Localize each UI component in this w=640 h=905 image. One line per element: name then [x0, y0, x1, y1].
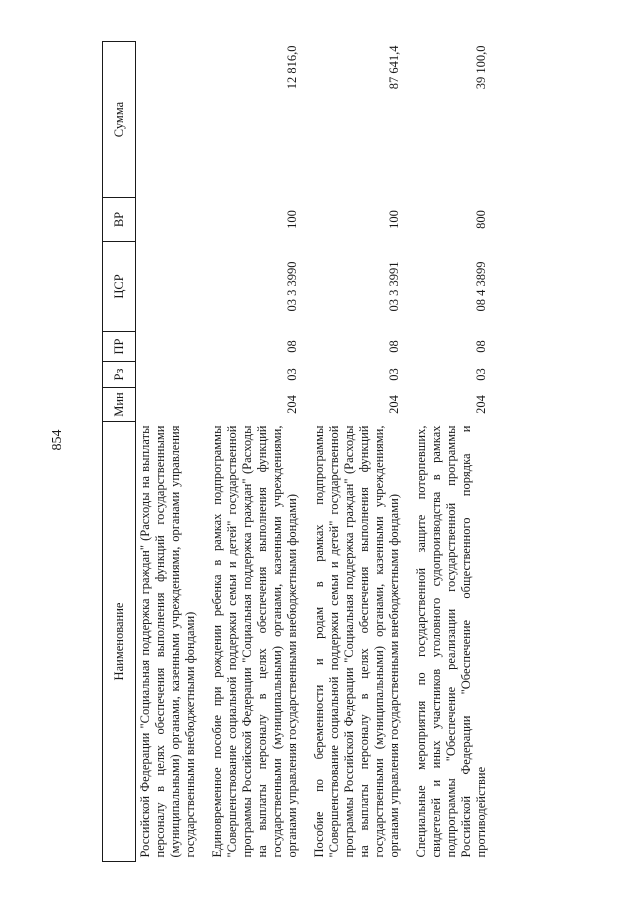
rotated-page-content	[102, 42, 622, 862]
row-vr: 100	[285, 210, 299, 229]
row-rz: 03	[285, 368, 299, 381]
row-name: Пособие по беременности и родам в рамках подпрограммы "Совершенствование социальной поддержки семьи и детей" государственной программы Российской Федерации "Социальная поддержка граждан" (Расходы на выплаты персоналу в целях обеспечения выполнения функций государственными (муниципальными) органами, казенными учреждениями, органами управления государственными внебюджетными фондами)	[312, 425, 401, 858]
table-row	[136, 42, 205, 862]
row-pr	[136, 332, 205, 362]
row-vr	[136, 198, 205, 242]
row-name: Единовременное пособие при рождении ребенка в рамках подпрограммы "Совершенствование социальной поддержки семьи и детей" государственной программы Российской Федерации "Социальная поддержка граждан" (Расходы на выплаты персоналу в целях обеспечения выполнения функций государственными (муниципальными) органами, казенными учреждениями, органами управления государственными внебюджетными фондами)	[210, 425, 299, 858]
header-name: Наименование	[103, 422, 136, 862]
row-vr: 800	[474, 210, 488, 229]
row-name: Российской Федерации "Социальная поддержка граждан" (Расходы на выплаты персоналу в целях обеспечения выполнения функций государственными (муниципальными) органами, казенными учреждениями, органами управления государственными внебюджетными фондами)	[138, 425, 197, 858]
row-min: 204	[285, 395, 299, 414]
row-csr	[136, 242, 205, 332]
row-rz: 03	[387, 368, 401, 381]
header-pr: ПР	[103, 332, 136, 362]
page-number: 854	[50, 429, 65, 451]
header-vr: ВР	[103, 198, 136, 242]
row-csr: 08 4 3899	[474, 261, 488, 312]
table-row	[204, 42, 306, 862]
table-row	[306, 42, 408, 862]
header-min: Мин	[103, 388, 136, 422]
row-min: 204	[387, 395, 401, 414]
row-pr: 08	[285, 340, 299, 353]
header-rz: Рз	[103, 362, 136, 388]
row-sum	[136, 42, 205, 198]
row-pr: 08	[474, 340, 488, 353]
row-csr: 03 3 3991	[387, 261, 401, 312]
row-csr: 03 3 3990	[285, 261, 299, 312]
row-name: Специальные мероприятия по государственной защите потерпевших, свидетелей и иных участников уголовного судопроизводства в рамках подпрограммы "Обеспечение реализации государственной программы Российской Федерации "Обеспечение общественного порядка и противодействие	[414, 425, 488, 858]
header-sum: Сумма	[103, 42, 136, 198]
row-sum: 87 641,4	[387, 45, 401, 90]
row-min	[136, 388, 205, 422]
header-csr: ЦСР	[103, 242, 136, 332]
row-vr: 100	[387, 210, 401, 229]
row-rz	[136, 362, 205, 388]
budget-table	[102, 41, 495, 862]
row-sum: 12 816,0	[285, 45, 299, 90]
row-sum: 39 100,0	[474, 45, 488, 90]
table-row	[408, 42, 495, 862]
row-min: 204	[474, 395, 488, 414]
row-pr: 08	[387, 340, 401, 353]
row-rz: 03	[474, 368, 488, 381]
table-header-row	[103, 42, 136, 862]
